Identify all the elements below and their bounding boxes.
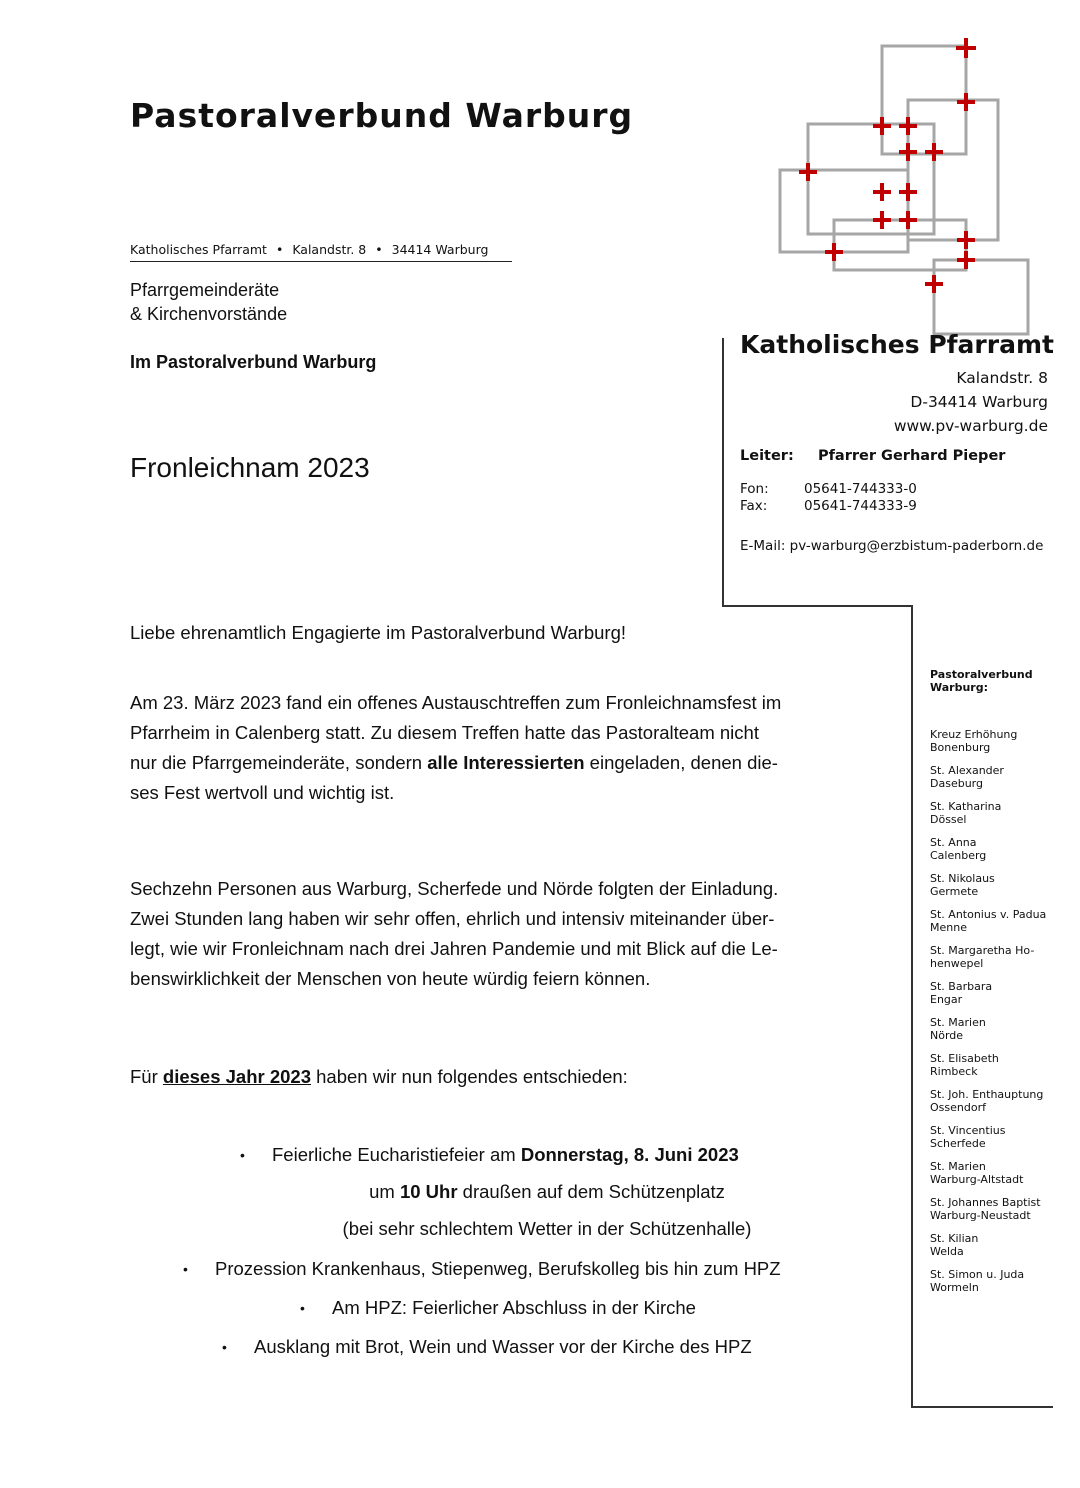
sender-city: 34414 Warburg [391,242,489,257]
parish-item [930,1232,1050,1258]
office-street: Kalandstr. 8 [956,369,1048,387]
sidebar-title-line: Pastoralverbund [930,668,1033,681]
parish-line: St. Vincentius [930,1124,1006,1137]
parish-line: Welda [930,1245,964,1258]
parish-item [930,1160,1050,1186]
parish-item [930,1052,1050,1078]
parish-sidebar [930,668,1050,1304]
parish-line: St. Simon u. Juda [930,1268,1025,1281]
recipient-subline: Im Pastoralverbund Warburg [130,352,377,372]
office-contact [740,481,917,515]
parish-item [930,1196,1050,1222]
fax-label: Fax: [740,498,768,514]
bullet-icon: • [183,1261,188,1277]
parish-line: St. Marien [930,1016,986,1029]
text-span: haben wir nun folgendes entschieden: [311,1066,628,1087]
parish-line: Wormeln [930,1281,979,1294]
pastoralverbund-logo [778,32,1038,342]
parish-line: Germete [930,885,979,898]
cross-icon [925,143,943,161]
separator-dot: • [275,242,284,257]
recipient-line: Pfarrgemeinderäte [130,280,280,300]
cross-icon [956,38,976,58]
fon-number: 05641-744333-0 [804,481,917,497]
parish-item [930,764,1050,790]
parish-item [930,908,1050,934]
paragraph-1 [130,688,900,808]
cross-icon [873,211,891,229]
cross-icon [899,211,917,229]
list-item-continuation: (bei sehr schlechtem Wetter in der Schützenhalle) [342,1218,752,1239]
text-span: Am HPZ: Feierlicher Abschluss in der Kirche [332,1297,696,1318]
greeting: Liebe ehrenamtlich Engagierte im Pastoralverbund Warburg! [130,622,626,643]
emphasis-text: alle Interessierten [427,752,585,773]
office-leader [740,448,1005,464]
parish-line: Nörde [930,1029,964,1042]
text-span: Feierliche Eucharistiefeier am [272,1144,521,1165]
parish-item [930,1016,1050,1042]
parish-line: Dössel [930,813,967,826]
parish-line: St. Joh. Enthauptung [930,1088,1044,1101]
paragraph-3 [130,1062,900,1092]
list-item [240,1140,739,1170]
parish-item [930,980,1050,1006]
parish-line: Warburg-Altstadt [930,1173,1024,1186]
frame-line [911,605,913,1407]
text-span: draußen auf dem Schützenplatz [457,1181,725,1202]
cross-icon [957,93,975,111]
parish-line: Kreuz Erhöhung [930,728,1018,741]
parish-item [930,1088,1050,1114]
text-span: Für [130,1066,163,1087]
text-line: benswirklichkeit der Menschen von heute würdig feiern können. [130,968,651,989]
cross-icon [899,143,917,161]
leader-name: Pfarrer Gerhard Pieper [818,448,1006,464]
office-city: D-34414 Warburg [910,393,1048,411]
text-span: eingeladen, denen die- [584,752,778,773]
parish-line: St. Elisabeth [930,1052,999,1065]
parish-line: Daseburg [930,777,983,790]
frame-line [722,338,724,606]
parish-line: Calenberg [930,849,987,862]
org-title: Pastoralverbund Warburg [130,96,634,135]
parish-line: St. Barbara [930,980,993,993]
fon-label: Fon: [740,481,769,497]
parish-line: St. Katharina [930,800,1002,813]
cross-icon [957,231,975,249]
sender-address-line [130,242,512,262]
cross-icon [873,117,891,135]
cross-icon [925,275,943,293]
parish-line: Engar [930,993,963,1006]
bullet-icon: • [240,1147,245,1163]
cross-icon [899,183,917,201]
parish-line: Rimbeck [930,1065,978,1078]
parish-item [930,1268,1050,1294]
sender-name: Katholisches Pfarramt [130,242,267,257]
text-line: legt, wie wir Fronleichnam nach drei Jahren Pandemie und mit Blick auf die Le- [130,938,778,959]
fax-number: 05641-744333-9 [804,498,917,514]
office-title: Katholisches Pfarramt [740,330,1054,359]
parish-line: Scherfede [930,1137,986,1150]
text-line: ses Fest wertvoll und wichtig ist. [130,782,395,803]
text-line: Am 23. März 2023 fand ein offenes Austauschtreffen zum Fronleichnamsfest im [130,692,782,713]
parish-line: Menne [930,921,967,934]
parish-line: St. Alexander [930,764,1004,777]
bullet-icon: • [222,1339,227,1355]
list-item-continuation [272,1177,822,1207]
parish-item [930,1124,1050,1150]
list-item [300,1293,696,1323]
list-item [222,1332,752,1362]
parish-line: St. Nikolaus [930,872,995,885]
sidebar-title [930,668,1050,694]
parish-item [930,944,1050,970]
text-line: Zwei Stunden lang haben wir sehr offen, ehrlich und intensiv miteinander über- [130,908,775,929]
sidebar-title-line: Warburg: [930,681,988,694]
text-span: Ausklang mit Brot, Wein und Wasser vor der Kirche des HPZ [254,1336,752,1357]
letter-subject: Fronleichnam 2023 [130,452,370,483]
parish-line: St. Johannes Baptist [930,1196,1041,1209]
parish-list [930,728,1050,1294]
cross-icon [873,183,891,201]
text-span: um [369,1181,400,1202]
parish-line: Ossendorf [930,1101,986,1114]
cross-icon [899,117,917,135]
parish-line: Bonenburg [930,741,991,754]
office-address [740,366,1048,438]
parish-line: St. Antonius v. Padua [930,908,1047,921]
office-email-link[interactable]: E-Mail: pv-warburg@erzbistum-paderborn.de [740,538,1044,554]
emphasis-text: 10 Uhr [399,1181,458,1202]
leader-label: Leiter: [740,448,794,464]
bullet-icon: • [300,1300,305,1316]
cross-icon [957,251,975,269]
sender-street: Kalandstr. 8 [292,242,367,257]
text-span: Prozession Krankenhaus, Stiepenweg, Berufskolleg bis hin zum HPZ [215,1258,781,1279]
parish-item [930,836,1050,862]
parish-line: St. Kilian [930,1232,979,1245]
office-website-link[interactable]: www.pv-warburg.de [893,417,1048,435]
parish-line: henwepel [930,957,984,970]
parish-item [930,800,1050,826]
frame-line [722,605,912,607]
parish-item [930,728,1050,754]
parish-line: Warburg-Neustadt [930,1209,1031,1222]
list-item [183,1254,781,1284]
parish-line: St. Anna [930,836,977,849]
recipient-block [130,278,287,326]
separator-dot: • [375,242,383,257]
parish-line: St. Marien [930,1160,986,1173]
frame-line [911,1406,1053,1408]
emphasis-text: dieses Jahr 2023 [162,1066,311,1087]
paragraph-2 [130,874,900,994]
cross-icon [825,243,843,261]
parish-item [930,872,1050,898]
parish-line: St. Margaretha Ho- [930,944,1035,957]
text-line: Pfarrheim in Calenberg statt. Zu diesem Treffen hatte das Pastoralteam nicht [130,722,759,743]
text-span: nur die Pfarrgemeinderäte, sondern [130,752,428,773]
emphasis-text: Donnerstag, 8. Juni 2023 [520,1144,739,1165]
text-line: Sechzehn Personen aus Warburg, Scherfede und Nörde folgten der Einladung. [130,878,779,899]
recipient-line: & Kirchenvorstände [130,304,288,324]
cross-icon [799,163,817,181]
text-line [130,748,900,778]
